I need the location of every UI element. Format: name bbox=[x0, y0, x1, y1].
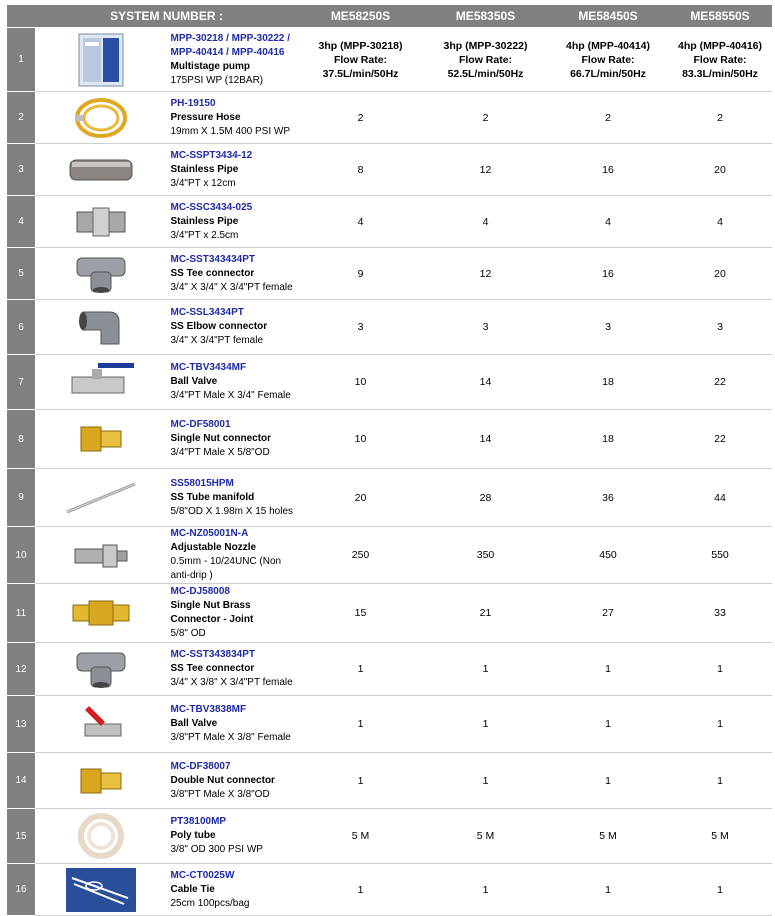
quantity-cell: 9 bbox=[298, 248, 423, 300]
product-spec: 3/8" OD 300 PSI WP bbox=[170, 844, 263, 855]
quantity-cell: 1 bbox=[668, 643, 772, 696]
table-row bbox=[7, 410, 772, 469]
product-name: Adjustable Nozzle bbox=[170, 542, 257, 553]
product-spec: 5/8" OD bbox=[170, 628, 206, 639]
product-code: MC-DJ58008 bbox=[170, 586, 230, 597]
product-name: Stainless Pipe bbox=[170, 215, 239, 227]
product-description bbox=[167, 864, 299, 916]
product-code: SS58015HPM bbox=[170, 477, 234, 489]
quantity-cell: 1 bbox=[548, 753, 668, 809]
quantity-cell: 1 bbox=[423, 753, 548, 809]
product-name: SS Tee connector bbox=[170, 267, 255, 279]
system-col-3: ME58450S bbox=[548, 5, 668, 28]
product-code: MPP-30218 / MPP-30222 / MPP-40414 / MPP-40416 bbox=[170, 32, 291, 58]
table-row bbox=[7, 643, 772, 696]
row-number: 14 bbox=[7, 753, 35, 809]
product-spec: 3/4" X 3/4" X 3/4"PT female bbox=[170, 281, 293, 293]
row-number: 13 bbox=[7, 696, 35, 753]
product-description bbox=[167, 300, 299, 355]
product-image bbox=[35, 809, 167, 864]
product-name: Ball Valve bbox=[170, 376, 218, 387]
system-col-1: ME58250S bbox=[298, 5, 423, 28]
parts-list bbox=[7, 5, 772, 916]
product-description bbox=[167, 696, 299, 753]
row-number: 5 bbox=[7, 248, 35, 300]
product-code: MC-DF58001 bbox=[170, 419, 231, 430]
quantity-cell: 15 bbox=[298, 584, 423, 643]
quantity-cell: 4 bbox=[668, 196, 772, 248]
product-description bbox=[167, 527, 299, 584]
quantity-cell: 20 bbox=[668, 144, 772, 196]
product-image bbox=[35, 753, 167, 809]
quantity-cell: 3 bbox=[548, 300, 668, 355]
row-number: 6 bbox=[7, 300, 35, 355]
cable-tie-icon bbox=[35, 868, 167, 912]
quantity-cell: 4 bbox=[423, 196, 548, 248]
product-description bbox=[167, 248, 299, 300]
header-num-cell bbox=[7, 5, 35, 28]
quantity-cell: 4 bbox=[548, 196, 668, 248]
table-row bbox=[7, 584, 772, 643]
table-row bbox=[7, 196, 772, 248]
product-code: MC-SST343434PT bbox=[170, 253, 255, 265]
table-row bbox=[7, 28, 772, 92]
quantity-cell: 12 bbox=[423, 144, 548, 196]
quantity-cell: 5 M bbox=[298, 809, 423, 864]
ball-valve-icon bbox=[35, 359, 167, 405]
product-image bbox=[35, 355, 167, 410]
product-image bbox=[35, 469, 167, 527]
quantity-cell: 16 bbox=[548, 144, 668, 196]
product-description bbox=[167, 28, 299, 92]
parts-table bbox=[7, 5, 772, 916]
quantity-cell: 1 bbox=[298, 643, 423, 696]
product-image bbox=[35, 696, 167, 753]
quantity-cell: 28 bbox=[423, 469, 548, 527]
product-description bbox=[167, 809, 299, 864]
product-code: MC-SSPT3434-12 bbox=[170, 149, 253, 161]
row-number: 3 bbox=[7, 144, 35, 196]
quantity-cell: 44 bbox=[668, 469, 772, 527]
quantity-cell: 1 bbox=[423, 864, 548, 916]
product-name: Ball Valve bbox=[170, 718, 218, 729]
product-image bbox=[35, 584, 167, 643]
quantity-cell: 5 M bbox=[423, 809, 548, 864]
quantity-cell: 2 bbox=[668, 92, 772, 144]
product-spec: 3/8"PT Male X 3/8" Female bbox=[170, 732, 291, 743]
product-name: Pressure Hose bbox=[170, 111, 241, 123]
product-code: MC-TBV3434MF bbox=[170, 362, 247, 373]
table-row bbox=[7, 809, 772, 864]
product-image bbox=[35, 864, 167, 916]
product-description bbox=[167, 92, 299, 144]
row-number: 11 bbox=[7, 584, 35, 643]
product-image bbox=[35, 196, 167, 248]
product-description bbox=[167, 410, 299, 469]
tee-icon bbox=[35, 647, 167, 691]
row-number: 12 bbox=[7, 643, 35, 696]
table-row bbox=[7, 355, 772, 410]
product-name: SS Tee connector bbox=[170, 663, 255, 674]
quantity-cell: 1 bbox=[668, 696, 772, 753]
product-description bbox=[167, 469, 299, 527]
quantity-cell: 33 bbox=[668, 584, 772, 643]
row-number: 4 bbox=[7, 196, 35, 248]
product-code: MC-DF38007 bbox=[170, 760, 231, 772]
product-image bbox=[35, 300, 167, 355]
quantity-cell: 10 bbox=[298, 410, 423, 469]
quantity-cell: 16 bbox=[548, 248, 668, 300]
quantity-cell: 1 bbox=[548, 643, 668, 696]
quantity-cell: 1 bbox=[423, 696, 548, 753]
table-row bbox=[7, 300, 772, 355]
product-spec: 3/4"PT x 12cm bbox=[170, 177, 236, 189]
quantity-cell: 450 bbox=[548, 527, 668, 584]
product-name: SS Elbow connector bbox=[170, 321, 268, 332]
quantity-cell: 27 bbox=[548, 584, 668, 643]
quantity-cell: 1 bbox=[423, 643, 548, 696]
product-image bbox=[35, 248, 167, 300]
quantity-cell: 350 bbox=[423, 527, 548, 584]
quantity-cell: 21 bbox=[423, 584, 548, 643]
quantity-cell: 2 bbox=[423, 92, 548, 144]
product-description bbox=[167, 584, 299, 643]
nozzle-icon bbox=[35, 531, 167, 579]
quantity-cell: 22 bbox=[668, 410, 772, 469]
product-image bbox=[35, 643, 167, 696]
quantity-cell: 1 bbox=[298, 864, 423, 916]
product-description bbox=[167, 355, 299, 410]
product-spec: 3/8"PT Male X 3/8"OD bbox=[170, 788, 270, 800]
pump-icon bbox=[35, 32, 167, 88]
product-name: Single Nut Brass Connector - Joint bbox=[170, 600, 254, 625]
product-spec: 25cm 100pcs/bag bbox=[170, 897, 250, 909]
manifold-icon bbox=[35, 478, 167, 518]
product-code: MC-SSL3434PT bbox=[170, 307, 244, 318]
row-number: 15 bbox=[7, 809, 35, 864]
quantity-cell: 1 bbox=[668, 864, 772, 916]
row-number: 2 bbox=[7, 92, 35, 144]
product-spec: 3/4"PT Male X 5/8"OD bbox=[170, 447, 270, 458]
product-name: Cable Tie bbox=[170, 883, 215, 895]
product-image bbox=[35, 410, 167, 469]
quantity-cell: 2 bbox=[548, 92, 668, 144]
product-image bbox=[35, 144, 167, 196]
quantity-cell: 3hp (MPP-30222) Flow Rate: 52.5L/min/50Hz bbox=[423, 28, 548, 92]
table-row bbox=[7, 248, 772, 300]
elbow-icon bbox=[35, 304, 167, 350]
product-name: Double Nut connector bbox=[170, 774, 275, 786]
product-code: MC-NZ05001N-A bbox=[170, 528, 249, 539]
row-number: 16 bbox=[7, 864, 35, 916]
row-number: 8 bbox=[7, 410, 35, 469]
table-row bbox=[7, 469, 772, 527]
product-code: MC-TBV3838MF bbox=[170, 704, 247, 715]
product-code: MC-SST343834PT bbox=[170, 649, 255, 660]
brass-nut-icon bbox=[35, 759, 167, 803]
quantity-cell: 18 bbox=[548, 410, 668, 469]
hose-icon bbox=[35, 95, 167, 141]
product-spec: 3/4"PT Male X 3/4" Female bbox=[170, 390, 291, 401]
system-col-2: ME58350S bbox=[423, 5, 548, 28]
table-row bbox=[7, 864, 772, 916]
product-description bbox=[167, 753, 299, 809]
brass-nut-icon bbox=[35, 417, 167, 461]
quantity-cell: 36 bbox=[548, 469, 668, 527]
product-spec: 3/4"PT x 2.5cm bbox=[170, 229, 239, 241]
quantity-cell: 22 bbox=[668, 355, 772, 410]
product-name: Single Nut connector bbox=[170, 433, 272, 444]
product-code: MC-SSC3434-025 bbox=[170, 201, 253, 213]
product-spec: 3/4" X 3/4"PT female bbox=[170, 335, 264, 346]
quantity-cell: 250 bbox=[298, 527, 423, 584]
quantity-cell: 2 bbox=[298, 92, 423, 144]
pipe-icon bbox=[35, 150, 167, 190]
product-code: PH-19150 bbox=[170, 97, 216, 109]
product-name: Multistage pump bbox=[170, 60, 250, 72]
quantity-cell: 1 bbox=[548, 696, 668, 753]
product-name: Poly tube bbox=[170, 830, 216, 841]
system-number-label: SYSTEM NUMBER : bbox=[35, 5, 298, 28]
quantity-cell: 18 bbox=[548, 355, 668, 410]
poly-tube-icon bbox=[35, 812, 167, 860]
quantity-cell: 550 bbox=[668, 527, 772, 584]
product-name: SS Tube manifold bbox=[170, 491, 255, 503]
product-spec: 0.5mm - 10/24UNC (Non anti-drip ) bbox=[170, 556, 282, 581]
quantity-cell: 10 bbox=[298, 355, 423, 410]
quantity-cell: 3hp (MPP-30218) Flow Rate: 37.5L/min/50Hz bbox=[298, 28, 423, 92]
product-spec: 5/8"OD X 1.98m X 15 holes bbox=[170, 505, 294, 517]
quantity-cell: 1 bbox=[298, 696, 423, 753]
table-row bbox=[7, 92, 772, 144]
product-spec: 3/4" X 3/8" X 3/4"PT female bbox=[170, 677, 293, 688]
quantity-cell: 12 bbox=[423, 248, 548, 300]
quantity-cell: 3 bbox=[423, 300, 548, 355]
red-valve-icon bbox=[35, 700, 167, 748]
quantity-cell: 4hp (MPP-40416) Flow Rate: 83.3L/min/50Hz bbox=[668, 28, 772, 92]
quantity-cell: 14 bbox=[423, 410, 548, 469]
product-code: PT38100MP bbox=[170, 816, 227, 827]
product-description bbox=[167, 196, 299, 248]
product-description bbox=[167, 643, 299, 696]
quantity-cell: 5 M bbox=[548, 809, 668, 864]
quantity-cell: 4hp (MPP-40414) Flow Rate: 66.7L/min/50Hz bbox=[548, 28, 668, 92]
product-name: Stainless Pipe bbox=[170, 163, 239, 175]
table-row bbox=[7, 696, 772, 753]
row-number: 1 bbox=[7, 28, 35, 92]
product-image bbox=[35, 92, 167, 144]
quantity-cell: 8 bbox=[298, 144, 423, 196]
product-spec: 19mm X 1.5M 400 PSI WP bbox=[170, 125, 290, 137]
product-image bbox=[35, 527, 167, 584]
quantity-cell: 4 bbox=[298, 196, 423, 248]
table-row bbox=[7, 527, 772, 584]
quantity-cell: 1 bbox=[298, 753, 423, 809]
table-row bbox=[7, 144, 772, 196]
product-description bbox=[167, 144, 299, 196]
tee-icon bbox=[35, 252, 167, 296]
system-col-4: ME58550S bbox=[668, 5, 772, 28]
row-number: 9 bbox=[7, 469, 35, 527]
quantity-cell: 20 bbox=[298, 469, 423, 527]
short-pipe-icon bbox=[35, 202, 167, 242]
row-number: 7 bbox=[7, 355, 35, 410]
quantity-cell: 14 bbox=[423, 355, 548, 410]
table-row bbox=[7, 753, 772, 809]
quantity-cell: 1 bbox=[548, 864, 668, 916]
header-row bbox=[7, 5, 772, 28]
product-spec: 175PSI WP (12BAR) bbox=[170, 74, 264, 86]
quantity-cell: 3 bbox=[298, 300, 423, 355]
brass-joint-icon bbox=[35, 591, 167, 635]
product-code: MC-CT0025W bbox=[170, 869, 235, 881]
row-number: 10 bbox=[7, 527, 35, 584]
quantity-cell: 5 M bbox=[668, 809, 772, 864]
quantity-cell: 1 bbox=[668, 753, 772, 809]
quantity-cell: 20 bbox=[668, 248, 772, 300]
product-image bbox=[35, 28, 167, 92]
quantity-cell: 3 bbox=[668, 300, 772, 355]
